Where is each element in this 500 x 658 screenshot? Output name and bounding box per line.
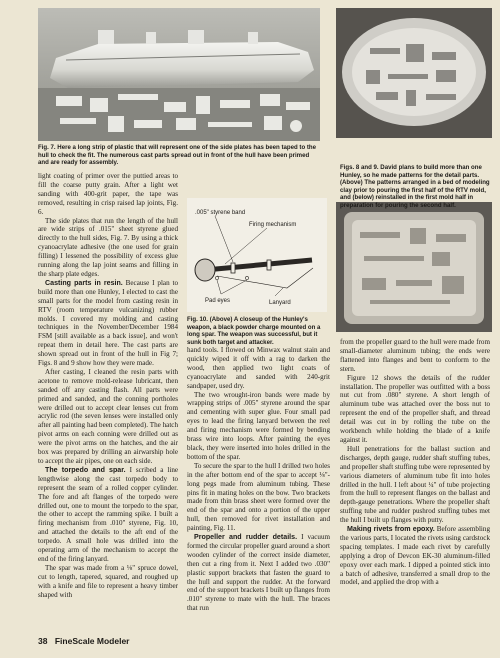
col2-para-1: hand tools. I flowed on Minwax walnut stain and quickly wiped it off with a rag to darken the wood, then applied two light coats of cyanoacrylate and sanded with 240-grit sandpaper, used dry. [187,346,330,390]
col3-para-3: Hull penetrations for the ballast suction and discharges, depth gauge, rudder shaft stuffing tubes, and propeller shaft stuffing tube were represented by various diameters of aluminum tube fit into holes drilled in the hull. I left about ¼" of tube projecting from the hull to represent flanges on the ballast and depth-gauge penetrations. Where the propeller shaft stuffing tube and rudder pushrod stuffing tubes met the hull I built up flanges with putty. [340,444,490,525]
col1-para-4: After casting, I cleaned the resin parts with acetone to remove mold-release lubricant, then sanded off any casting flash. All parts were primed and sanded, and the conning portholes were drilled out to accept clear lenses cut from acrylic rod (the seven lenses were installed only after all painting had been completed). The hatch pivot arms on each conning were drilled out as were the pivot arms on the hatches, and the air box was prepared by drilling an airwarship hole to accept the air pipes, one on each side. [38,367,178,465]
col3-para-1: from the propeller guard to the hull were made from small-diameter aluminum tubing; the ends were flattened into flanges and bent to conform to the stern. [340,338,490,373]
magazine-name: FineScale Modeler [54,636,130,646]
body-column-1 [38,172,178,632]
label-lanyard: Lanyard [269,300,291,306]
fig10-diagram [187,198,327,312]
fig7-caption: Fig. 7. Here a long strip of plastic that will represent one of the side plates has been taped to the hull to check the fit. The numerous cast parts spread out in front of the hull have been primed and are ready for assembly. [38,144,316,167]
label-pad-eyes: Pad eyes [205,298,231,304]
col2-para-2: The two wrought-iron bands were made by wrapping strips of .005" styrene around the spar and cementing with super glue. Four small pad eyes to lead the firing lanyard between the reel and firing mechanism were formed by bending brass wire into loops. After painting the eyes black, they were inserted into holes drilled in the bottom of the spar. [187,390,330,461]
col1-para-3: Casting parts in resin. Because I plan to build more than one Hunley, I elected to cast the small parts for the model from casting resin in RTV (room temperature vulcanizing) rubber molds. I covered my molding and casting techniques in the November/December 1984 FSM [still available as a back issue], and won't repeat them in detail here. The cast parts are shown spread out in front of the hull in Fig 7; Figs. 8 and 9 show how they were made. [38,278,178,368]
label-styrene-band: .005" styrene band [195,210,246,216]
col2-para-4: Propeller and rudder details. I vacuum formed the circular propeller guard around a short wooden cylinder of the correct inside diameter, then cut a ring from it. Next I added two .030" plastic support brackets that fasten the guard to the hull and support the rudder. At the forward end of the support brackets I built up flanges from .010" styrene to mate with the hull. The braces that run [187,533,330,613]
col2-para-3: To secure the spar to the hull I drilled two holes in the after bottom end of the spar to accept ⅛"-long pegs made from aluminum tubing. These pins fit in mating holes on the bow. Two brackets made from thin brass sheet were formed over the end of the spar and onto a portion of the upper hull, then removed for rivet installation and painting, Fig. 11. [187,461,330,533]
page-number: 38 [38,636,48,646]
col1-para-5: The torpedo and spar. I scribed a line lengthwise along the cast torpedo body to represent the seam of a rolled copper cylinder. The fore and aft flanges of the torpedo were drilled out, one to mount the torpedo to the spar, the other to accept the ramming spike. I built a firing mechanism from .010" styrene, Fig. 10, and attached the details to the aft end of the torpedo. A small hole was drilled into the operating arm of the mechanism to accept the end of the firing lanyard. [38,465,178,563]
body-column-3 [340,338,490,634]
page-footer [38,636,129,646]
label-firing-mechanism: Firing mechanism [249,222,297,228]
col3-para-2: Figure 12 shows the details of the rudder installation. The propeller was outfitted with a boss nut cut from .080" styrene. A short length of aluminum tube was attached over the boss nut to represent the end of the propeller shaft, and thread detail was cut in by rolling the tube on the workbench while holding the blade of a knife against it. [340,373,490,444]
fig7-photo [38,8,320,141]
fig9-photo [336,202,492,332]
body-column-2 [187,346,330,632]
col1-para-1: light coating of primer over the puttied areas to fill the coarse putty grain. After a light wet sanding with 400-grit paper, the tape was removed, resulting in crisp raised lap joints, Fig. 6. [38,172,178,216]
col1-para-2: The side plates that run the length of the hull are wide strips of .015" sheet styrene glued directly to the hull sides, Fig. 7. By using a thick cyanoacrylate adhesive (the one used for grain filling) I lessened the possibility of excess glue running along the lap joint seams and filling in the sharp plate edges. [38,216,178,278]
fig8-photo [336,8,492,138]
col1-para-6: The spar was made from a ⅛" spruce dowel, cut to length, tapered, squared, and roughed up with a knife and file to represent a heavy timber shaped with [38,563,178,599]
fig10-caption: Fig. 10. (Above) A closeup of the Hunley's weapon, a black powder charge mounted on a long spar. The weapon was successful, but it sunk both target and attacker. [187,316,321,346]
col3-para-4: Making rivets from epoxy. Before assembling the various parts, I located the rivets using cardstock spacing templates. I made each rivet by carefully applying a drop of Devcon EK-30 aluminum-filled epoxy over each mark. I dipped a pointed stick into a batch of adhesive, transferred a small drop to the model, and applied the drop with a [340,525,490,587]
fig89-caption: Figs. 8 and 9. David plans to build more than one Hunley, so he made patterns for the detail parts. (Above) The patterns arranged in a bed of modeling clay prior to pouring the first half of the RTV mold, and (below) reinstalled in the first mold half in preparation for pouring the second half. [340,164,490,209]
